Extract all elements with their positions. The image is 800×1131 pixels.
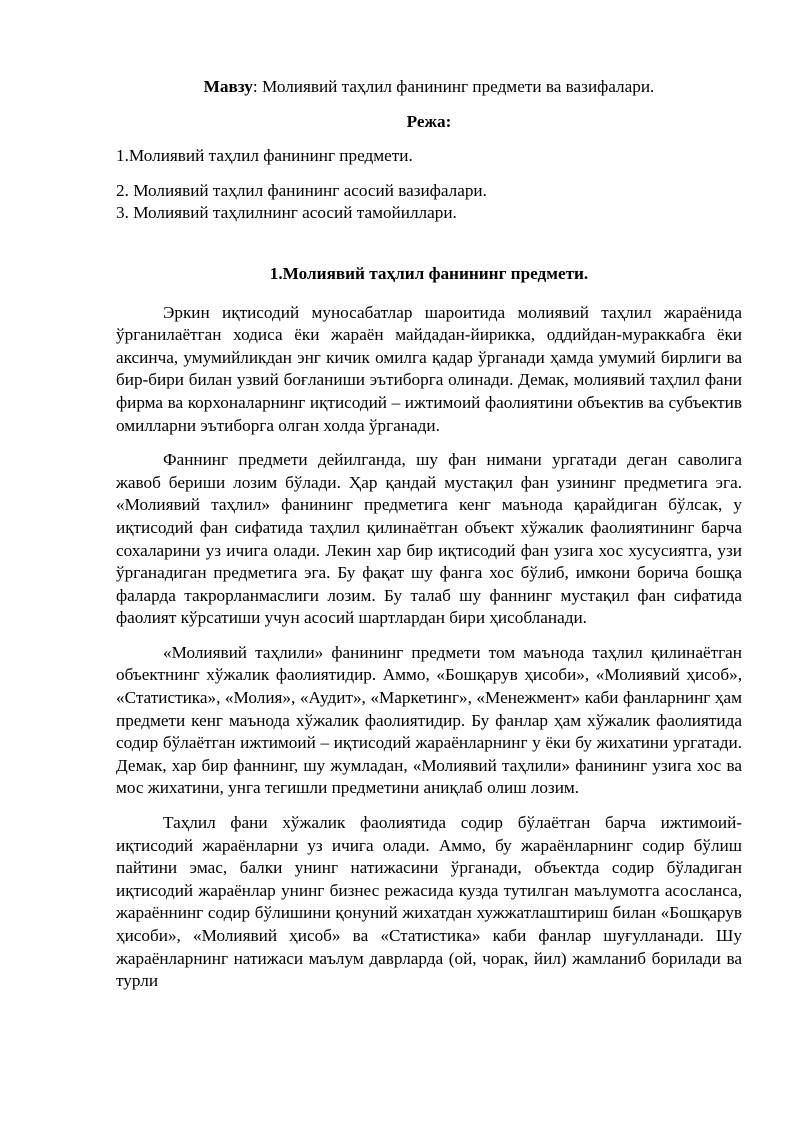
paragraph-3: «Молиявий таҳлили» фанининг предмети том маънода таҳлил қилинаётган объектнинг хўжалик фаолиятидир. Аммо, «Бошқарув ҳисоби», «Молиявий ҳисоб», «Статистика», «Молия», «Аудит», «Маркетинг», «Менежмент» каби фанларнинг ҳам предмети кенг маънода хўжалик фаолиятидир. Бу фанлар ҳам хўжалик фаолиятида содир бўлаётган ижтимоий – иқтисодий жараёнларнинг у ёки бу жихатини ургатади. Демак, хар бир фаннинг, шу жумладан, «Молиявий таҳлили» фанининг узига хос ва мос жихатини, унга тегишли предметини аниқлаб олиш лозим. bbox=[116, 642, 742, 798]
document-page bbox=[116, 76, 742, 1005]
plan-item-1: 1.Молиявий таҳлил фанининг предмети. bbox=[116, 146, 413, 166]
topic-label: Мавзу bbox=[203, 77, 253, 96]
paragraph-2: Фаннинг предмети дейилганда, шу фан нимани ургатади деган саволига жавоб бериши лозим бўлади. Ҳар қандай мустақил фан узининг предметига эга. «Молиявий таҳлил» фанининг предметига кенг маънода қарайдиган бўлсак, у иқтисодий фан сифатида таҳлил қилинаётган объект хўжалик фаолиятининг барча сохаларини уз ичига олади. Лекин хар бир иқтисодий фан узига хос хусусиятга, узи ўрганадиган предметига эга. Бу фақат шу фанга хос бўлиб, имкони борича бошқа фаларда такрорланмаслиги лозим. Бу талаб шу фаннинг мустақил фан сифатида фаолият кўрсатиши учун асосий шартлардан бири ҳисобланади. bbox=[116, 450, 742, 628]
document-topic bbox=[116, 76, 742, 99]
topic-separator: : bbox=[252, 77, 258, 96]
topic-text: Молиявий таҳлил фанининг предмети ва вазифалари. bbox=[257, 77, 655, 96]
paragraph-1: Эркин иқтисодий муносабатлар шароитида молиявий таҳлил жараёнида ўрганилаётган ходиса ёки жараён майдадан-йирикка, оддийдан-мураккабга ёки аксинча, умумийликдан энг кичик омилга қадар ўрганади ҳамда умумий бирлиги ва бир-бири билан узвий боғланиши эътиборга олинади. Демак, молиявий таҳлил фани фирма ва корхоналарнинг иқтисодий – ижтимоий фаолиятини объектив ва субъектив омилларни эътиборга олган холда ўрганади. bbox=[116, 302, 742, 435]
plan-title: Режа: bbox=[406, 111, 452, 131]
section-title: 1.Молиявий таҳлил фанининг предмети. bbox=[269, 263, 589, 283]
plan-item-2: 2. Молиявий таҳлил фанининг асосий вазифалари. bbox=[116, 180, 487, 200]
plan-item-3: 3. Молиявий таҳлилнинг асосий тамойиллари. bbox=[116, 203, 457, 223]
paragraph-4: Таҳлил фани хўжалик фаолиятида содир бўлаётган барча ижтимоий-иқтисодий жараёнларни уз ичига олади. Аммо, бу жараёнларнинг содир бўлиш пайтини эмас, балки унинг натижасини ўрганади, объектда содир бўладиган иқтисодий жараёнлар унинг бизнес режасида кузда тутилган маълумотга асосланса, жараённинг содир бўлишини қонуний жихатдан хужжатлаштириш билан «Бошқарув ҳисоби», «Молиявий ҳисоб» ва «Статистика» каби фанлар шуғулланади. Шу жараёнларнинг натижаси маълум даврларда (ой, чорак, йил) жамланиб борилади ва турли bbox=[116, 813, 742, 991]
